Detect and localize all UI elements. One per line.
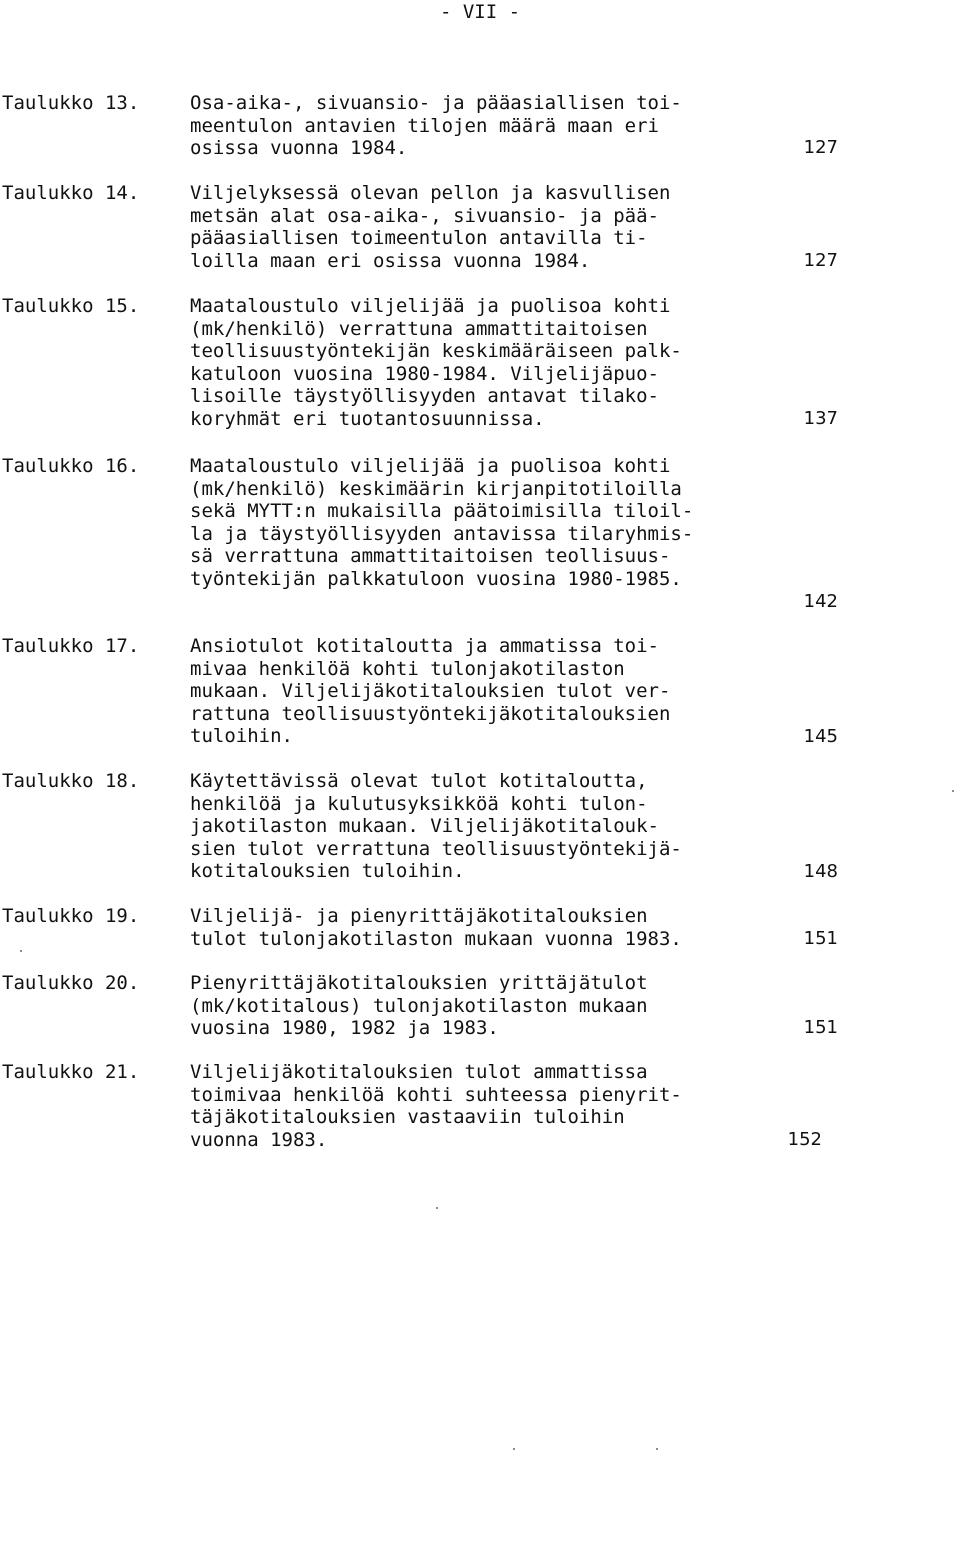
table-label: Taulukko 14. (2, 182, 140, 204)
description-line: pääasiallisen toimeentulon antavilla ti- (190, 227, 648, 249)
description-line: Osa-aika-, sivuansio- ja pääasiallisen toi- (190, 92, 682, 114)
description-line: jakotilaston mukaan. Viljelijäkotitalouk- (190, 815, 659, 837)
scan-speck (656, 1448, 658, 1450)
page-number: 152 (787, 1129, 822, 1150)
description-line: teollisuustyöntekijän keskimääräiseen palk- (190, 340, 682, 362)
table-description (190, 1061, 790, 1151)
page-number: 145 (803, 726, 838, 747)
page-number: 148 (803, 861, 838, 882)
table-label: Taulukko 18. (2, 770, 140, 792)
description-line: Ansiotulot kotitaloutta ja ammatissa toi- (190, 635, 659, 657)
table-description (190, 905, 790, 950)
description-line: lisoille täystyöllisyyden antavat tilako- (190, 385, 659, 407)
description-line: Maataloustulo viljelijää ja puolisoa kohti (190, 455, 671, 477)
description-line: toimivaa henkilöä kohti suhteessa pienyrit- (190, 1083, 682, 1106)
description-line: Maataloustulo viljelijää ja puolisoa kohti (190, 295, 671, 317)
table-description (190, 182, 790, 272)
scan-speck (20, 950, 22, 952)
description-line: meentulon antavien tilojen määrä maan eri (190, 114, 659, 137)
description-line: sä verrattuna ammattitaitoisen teollisuus- (190, 545, 671, 567)
page-header: - VII - (439, 1, 521, 23)
description-line: työntekijän palkkatuloon vuosina 1980-1985. (190, 567, 682, 590)
scan-speck (513, 1448, 515, 1450)
page-number: 127 (803, 137, 838, 158)
description-line: Pienyrittäjäkotitalouksien yrittäjätulot (190, 972, 648, 994)
description-line: tulot tulonjakotilaston mukaan vuonna 1983. (190, 927, 682, 950)
table-label: Taulukko 19. (2, 905, 140, 927)
description-line: Viljelijäkotitalouksien tulot ammattissa (190, 1061, 648, 1083)
description-line: (mk/kotitalous) tulonjakotilaston mukaan (190, 994, 648, 1017)
description-line: vuosina 1980, 1982 ja 1983. (190, 1017, 499, 1039)
page-number: 127 (803, 250, 838, 271)
scan-speck (952, 790, 954, 792)
description-line: metsän alat osa-aika-, sivuansio- ja pää- (190, 204, 659, 227)
page-number: 142 (803, 591, 838, 612)
description-line: Viljelyksessä olevan pellon ja kasvullisen (190, 182, 671, 204)
table-description (190, 92, 790, 160)
description-line: sekä MYTT:n mukaisilla päätoimisilla tiloil- (190, 500, 694, 522)
description-line: tuloihin. (190, 725, 293, 747)
description-line: Viljelijä- ja pienyrittäjäkotitalouksien (190, 905, 648, 927)
description-line: sien tulot verrattuna teollisuustyöntekijä- (190, 837, 682, 860)
table-description (190, 455, 790, 590)
table-label: Taulukko 17. (2, 635, 140, 657)
table-label: Taulukko 16. (2, 455, 140, 477)
description-line: Käytettävissä olevat tulot kotitaloutta, (190, 770, 648, 792)
table-label: Taulukko 13. (2, 92, 140, 114)
description-line: la ja täystyöllisyyden antavissa tilaryhmis- (190, 522, 694, 545)
description-line: mivaa henkilöä kohti tulonjakotilaston (190, 657, 625, 680)
description-line: täjäkotitalouksien vastaaviin tuloihin (190, 1106, 625, 1128)
description-line: henkilöä ja kulutusyksikköä kohti tulon- (190, 792, 648, 815)
description-line: rattuna teollisuustyöntekijäkotitalouksien (190, 702, 671, 725)
table-description (190, 295, 790, 430)
page-number: 151 (803, 928, 838, 949)
description-line: vuonna 1983. (190, 1128, 328, 1151)
table-description (190, 635, 790, 748)
description-line: katuloon vuosina 1980-1984. Viljelijäpuo- (190, 362, 659, 385)
description-line: (mk/henkilö) keskimäärin kirjanpitotiloilla (190, 477, 682, 500)
table-label: Taulukko 15. (2, 295, 140, 317)
description-line: mukaan. Viljelijäkotitalouksien tulot ver- (190, 680, 671, 702)
description-line: osissa vuonna 1984. (190, 137, 408, 159)
table-label: Taulukko 21. (2, 1061, 140, 1083)
description-line: loilla maan eri osissa vuonna 1984. (190, 249, 591, 272)
table-label: Taulukko 20. (2, 972, 140, 994)
scan-speck (436, 1207, 438, 1209)
description-line: koryhmät eri tuotantosuunnissa. (190, 407, 545, 430)
description-line: kotitalouksien tuloihin. (190, 860, 465, 882)
description-line: (mk/henkilö) verrattuna ammattitaitoisen (190, 317, 648, 340)
page-number: 151 (803, 1017, 838, 1038)
page-number: 137 (803, 408, 838, 429)
table-description (190, 770, 790, 883)
table-description (190, 972, 790, 1040)
